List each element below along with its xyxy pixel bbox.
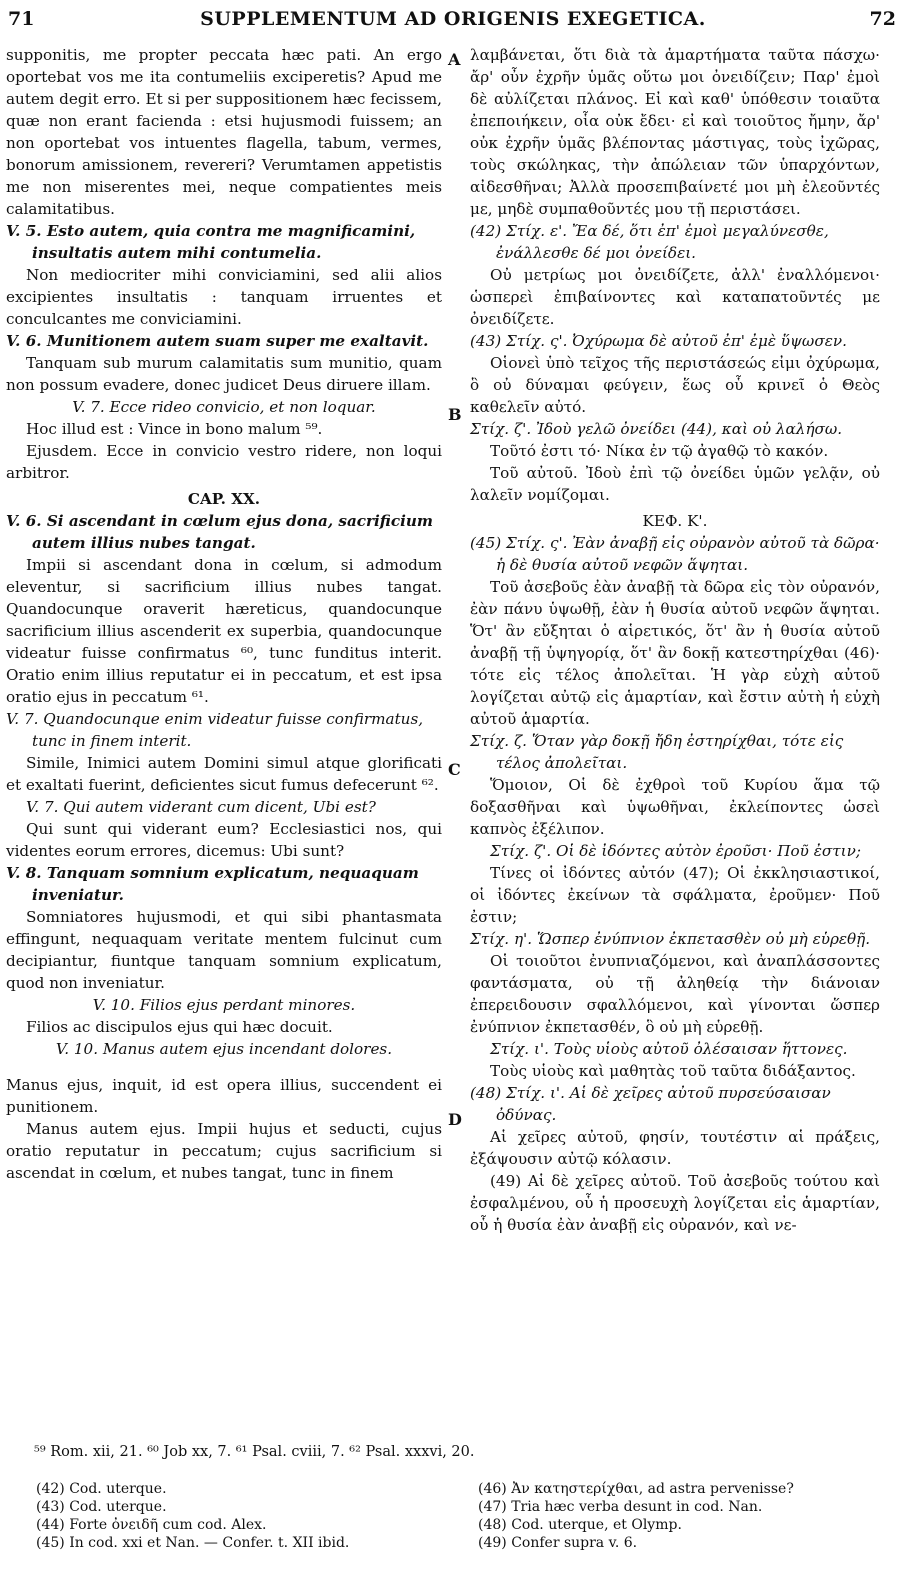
footnote: (48) Cod. uterque, et Olymp. (478, 1517, 682, 1533)
greek-paragraph: Ὅμοιον, Οἱ δὲ ἐχθροὶ τοῦ Κυρίου ἅμα τῷ δοξασθῆναι καὶ ὑψωθῆναι, ἐκλείποντες ὡσεὶ καπνὸς ἐξέλιπον. (470, 776, 880, 838)
latin-paragraph: Tanquam sub murum calamitatis sum munitio, quam non possum evadere, donec judicet Deus diruere illam. (6, 354, 442, 394)
latin-paragraph: supponitis, me propter peccata hæc pati. An ergo oportebat vos me ita contumeliis exciperetis? Apud me autem degit erro. Et si per suppositionem hæc fecissem, quæ non erant facienda : etsi hujusmodi fuissem; an non oportebat vos intuentes flagella, tabum, vermes, bonorum amissionem, revereri? Verumtamen appetistis me non miserentes mei, neque compatientes meis calamitatibus. (6, 46, 442, 218)
greek-verse-heading: (45) Στίχ. ς'. Ἐὰν ἀναβῇ εἰς οὐρανὸν αὐτοῦ τὰ δῶρα· ἡ δὲ θυσία αὐτοῦ νεφῶν ἅψηται. (470, 534, 880, 574)
latin-paragraph: Filios ac discipulos ejus qui hæc docuit. (26, 1018, 333, 1036)
latin-paragraph: Simile, Inimici autem Domini simul atque glorificati et exaltati fuerint, deficientes sicut fumus defecerunt ⁶². (6, 754, 442, 794)
running-header (0, 8, 906, 36)
margin-marker-d: D (448, 1110, 462, 1129)
latin-verse-heading: V. 7. Quandocunque enim videatur fuisse confirmatus, tunc in finem interit. (6, 710, 424, 750)
greek-verse-heading: Στίχ. ζ'. Οἱ δὲ ἰδόντες αὐτὸν ἐροῦσι· Ποῦ ἐστιν; (490, 842, 861, 860)
greek-column (470, 44, 880, 1236)
margin-marker-a: A (448, 50, 461, 69)
footnote: (47) Tria hæc verba desunt in cod. Nan. (478, 1499, 763, 1515)
running-title: SUPPLEMENTUM AD ORIGENIS EXEGETICA. (200, 8, 706, 30)
footnote: (46) Ἀν κατηστερίχθαι, ad astra pervenisse? (478, 1481, 794, 1497)
latin-paragraph: Hoc illud est : Vince in bono malum ⁵⁹. (26, 420, 323, 438)
page-number-left: 71 (8, 8, 35, 30)
scripture-references: ⁵⁹ Rom. xii, 21. ⁶⁰ Job xx, 7. ⁶¹ Psal. cviii, 7. ⁶² Psal. xxxvi, 20. (34, 1444, 475, 1460)
latin-verse-heading: V. 5. Esto autem, quia contra me magnificamini, insultatis autem mihi contumelia. (6, 222, 416, 262)
greek-verse-heading: Στίχ. η'. Ὥσπερ ἐνύπνιον ἐκπετασθὲν οὐ μὴ εὑρεθῇ. (470, 930, 871, 948)
greek-paragraph: Τοῦ ἀσεβοῦς ἐὰν ἀναβῇ τὰ δῶρα εἰς τὸν οὐρανόν, ἐὰν πάνυ ὑψωθῇ, ἐὰν ἡ θυσία αὐτοῦ νεφῶν ἅψηται. Ὅτ' ἂν εὔξηται ὁ αἱρετικός, ὅτ' ἂν ἡ θυσία αὐτοῦ ἀναβῇ τῇ ὑψηγορίᾳ, ὅτ' ἂν δοκῇ κατεστηρίχθαι (46)· τότε εἰς τέλος ἀπολεῖται. Ἡ γὰρ εὐχὴ αὐτοῦ λογίζεται αὐτῷ εἰς ἁμαρτίαν, καὶ ἔστιν αὐτὴ ἡ εὐχὴ αὐτοῦ ἁμαρτία. (470, 578, 880, 728)
latin-paragraph: Ejusdem. Ecce in convicio vestro ridere, non loqui arbitror. (6, 442, 442, 482)
greek-paragraph: Αἱ χεῖρες αὐτοῦ, φησίν, τουτέστιν αἱ πράξεις, ἐξάψουσιν αὐτῷ κόλασιν. (470, 1128, 880, 1168)
footnote: (49) Confer supra v. 6. (478, 1535, 638, 1551)
greek-verse-heading: (48) Στίχ. ι'. Αἱ δὲ χεῖρες αὐτοῦ πυρσεύσαισαν ὀδύνας. (470, 1084, 831, 1124)
latin-paragraph: Somniatores hujusmodi, et qui sibi phantasmata effingunt, nequaquam veritate mentem fulcinut cum decipiantur, fiuntque tanquam somnium explicatum, quod non inveniatur. (6, 908, 442, 992)
latin-paragraph: Qui sunt qui viderant eum? Ecclesiastici nos, qui videntes eorum errores, dicemus: Ubi sunt? (6, 820, 442, 860)
greek-verse-heading: Στίχ. ι'. Τοὺς υἱοὺς αὐτοῦ ὀλέσαισαν ἥττονες. (490, 1040, 848, 1058)
greek-paragraph: λαμβάνεται, ὅτι διὰ τὰ ἁμαρτήματα ταῦτα πάσχω· ἄρ' οὖν ἐχρῆν ὑμᾶς οὕτω μοι ὀνειδίζειν; Παρ' ἐμοὶ δὲ αὐλίζεται πλάνος. Εἰ καὶ καθ' ὑπόθεσιν τοιαῦτα ἐπεποιήκειν, οἷα οὐκ ἔδει· εἰ καὶ τοιοῦτος ἤμην, ἄρ' οὐκ ἐχρῆν ὑμᾶς βλέποντας μάστιγας, τοὺς ἰχῶρας, τοὺς σκώληκας, τὴν ἀπώλειαν τῶν ὑπαρχόντων, αἰδεσθῆναι; Ἀλλὰ προσεπιβαίνετέ μοι μὴ ἐλεοῦντές με, μηδὲ συμπαθοῦντές μου τῇ περιστάσει. (470, 46, 880, 218)
greek-paragraph: Οὐ μετρίως μοι ὀνειδίζετε, ἀλλ' ἐναλλόμενοι· ὡσπερεὶ ἐπιβαίνοντες καὶ καταπατοῦντές με ὀνειδίζετε. (470, 266, 880, 328)
latin-verse-heading: V. 8. Tanquam somnium explicatum, nequaquam inveniatur. (6, 864, 419, 904)
latin-paragraph: Impii si ascendant dona in cœlum, si admodum eleventur, si sacrificium illius nubes tangat. Quandocunque oraverit hæreticus, quandocunque sacrificium illius ascenderit ex superbia, quandocunque videatur fuisse confirmatus ⁶⁰, tunc funditus interit. Oratio enim illius reputatur ei in peccatum, et est ipsa oratio ejus in peccatum ⁶¹. (6, 556, 442, 706)
latin-verse-heading: V. 10. Manus autem ejus incendant dolores. (55, 1040, 393, 1058)
greek-paragraph: Οἱονεὶ ὑπὸ τεῖχος τῆς περιστάσεώς εἰμι ὀχύρωμα, ὃ οὐ δύναμαι φεύγειν, ἕως οὗ κρινεῖ ὁ Θεὸς καθελεῖν αὐτό. (470, 354, 880, 416)
footnote: (44) Forte ὀνειδῆ cum cod. Alex. (36, 1517, 267, 1533)
latin-verse-heading: V. 10. Filios ejus perdant minores. (92, 996, 356, 1014)
latin-chapter-heading: CAP. XX. (187, 490, 261, 508)
latin-paragraph: Manus autem ejus. Impii hujus et seducti, cujus oratio reputatur in peccatum; cujus sacrificium si ascendat in cœlum, et nubes tangat, tunc in finem (6, 1120, 442, 1182)
footnote: (42) Cod. uterque. (36, 1481, 167, 1497)
greek-paragraph: Τοῦτό ἐστι τό· Νίκα ἐν τῷ ἀγαθῷ τὸ κακόν. (490, 442, 829, 460)
latin-verse-heading: V. 7. Qui autem viderant cum dicent, Ubi est? (26, 798, 376, 816)
greek-verse-heading: Στίχ. ζ. Ὅταν γὰρ δοκῇ ἤδη ἐστηρίχθαι, τότε εἰς τέλος ἀπολεῖται. (470, 732, 844, 772)
greek-verse-heading: (42) Στίχ. ε'. Ἔα δέ, ὅτι ἐπ' ἐμοὶ μεγαλύνεσθε, ἐνάλλεσθε δέ μοι ὀνείδει. (470, 222, 829, 262)
footnotes-right (478, 1480, 888, 1552)
margin-marker-c: C (448, 760, 461, 779)
latin-paragraph: Non mediocriter mihi conviciamini, sed alii alios excipientes insultatis : tanquam irruentes et conculcantes me conviciamini. (6, 266, 442, 328)
latin-paragraph: Manus ejus, inquit, id est opera illius, succendent ei punitionem. (6, 1076, 442, 1116)
latin-verse-heading: V. 6. Si ascendant in cœlum ejus dona, sacrificium autem illius nubes tangat. (6, 512, 433, 552)
greek-paragraph: Τίνες οἱ ἰδόντες αὐτόν (47); Οἱ ἐκκλησιαστικοί, οἱ ἰδόντες ἐκείνων τὰ σφάλματα, ἐροῦμεν· Ποῦ ἐστιν; (470, 864, 880, 926)
greek-paragraph: Τοὺς υἱοὺς καὶ μαθητὰς τοῦ ταῦτα διδάξαντος. (490, 1062, 856, 1080)
greek-paragraph: Τοῦ αὐτοῦ. Ἰδοὺ ἐπὶ τῷ ὀνείδει ὑμῶν γελᾷν, οὐ λαλεῖν νομίζομαι. (470, 464, 880, 504)
footnote: (43) Cod. uterque. (36, 1499, 167, 1515)
greek-chapter-heading: ΚΕΦ. Κ'. (642, 512, 708, 530)
greek-verse-heading: (43) Στίχ. ς'. Ὀχύρωμα δὲ αὐτοῦ ἐπ' ἐμὲ ὕψωσεν. (470, 332, 847, 350)
latin-verse-heading: V. 7. Ecce rideo convicio, et non loquar. (72, 398, 376, 416)
page-number-right: 72 (869, 8, 896, 30)
greek-paragraph: Οἱ τοιοῦτοι ἐνυπνιαζόμενοι, καὶ ἀναπλάσσοντες φαντάσματα, οὐ τῇ ἀληθείᾳ τὴν διάνοιαν ἐπερειδουσιν σφαλλόμενοι, καὶ γίνονται ὥσπερ ἐνύπνιον ἐκπετασθέν, ὃ οὐ μὴ εὑρεθῇ. (470, 952, 880, 1036)
footnote: (45) In cod. xxi et Nan. — Confer. t. XII ibid. (36, 1535, 350, 1551)
latin-verse-heading: V. 6. Munitionem autem suam super me exaltavit. (6, 332, 429, 350)
footnotes-left (36, 1480, 456, 1552)
greek-paragraph: (49) Αἱ δὲ χεῖρες αὐτοῦ. Τοῦ ἀσεβοῦς τούτου καὶ ἐσφαλμένου, οὗ ἡ προσευχὴ λογίζεται εἰς ἁμαρτίαν, οὗ ἡ θυσία ἐὰν ἀναβῇ εἰς οὐρανόν, καὶ νε- (470, 1172, 880, 1234)
greek-verse-heading: Στίχ. ζ'. Ἰδοὺ γελῶ ὀνείδει (44), καὶ οὐ λαλήσω. (470, 420, 843, 438)
latin-column (6, 44, 442, 1184)
margin-marker-b: B (448, 405, 462, 424)
